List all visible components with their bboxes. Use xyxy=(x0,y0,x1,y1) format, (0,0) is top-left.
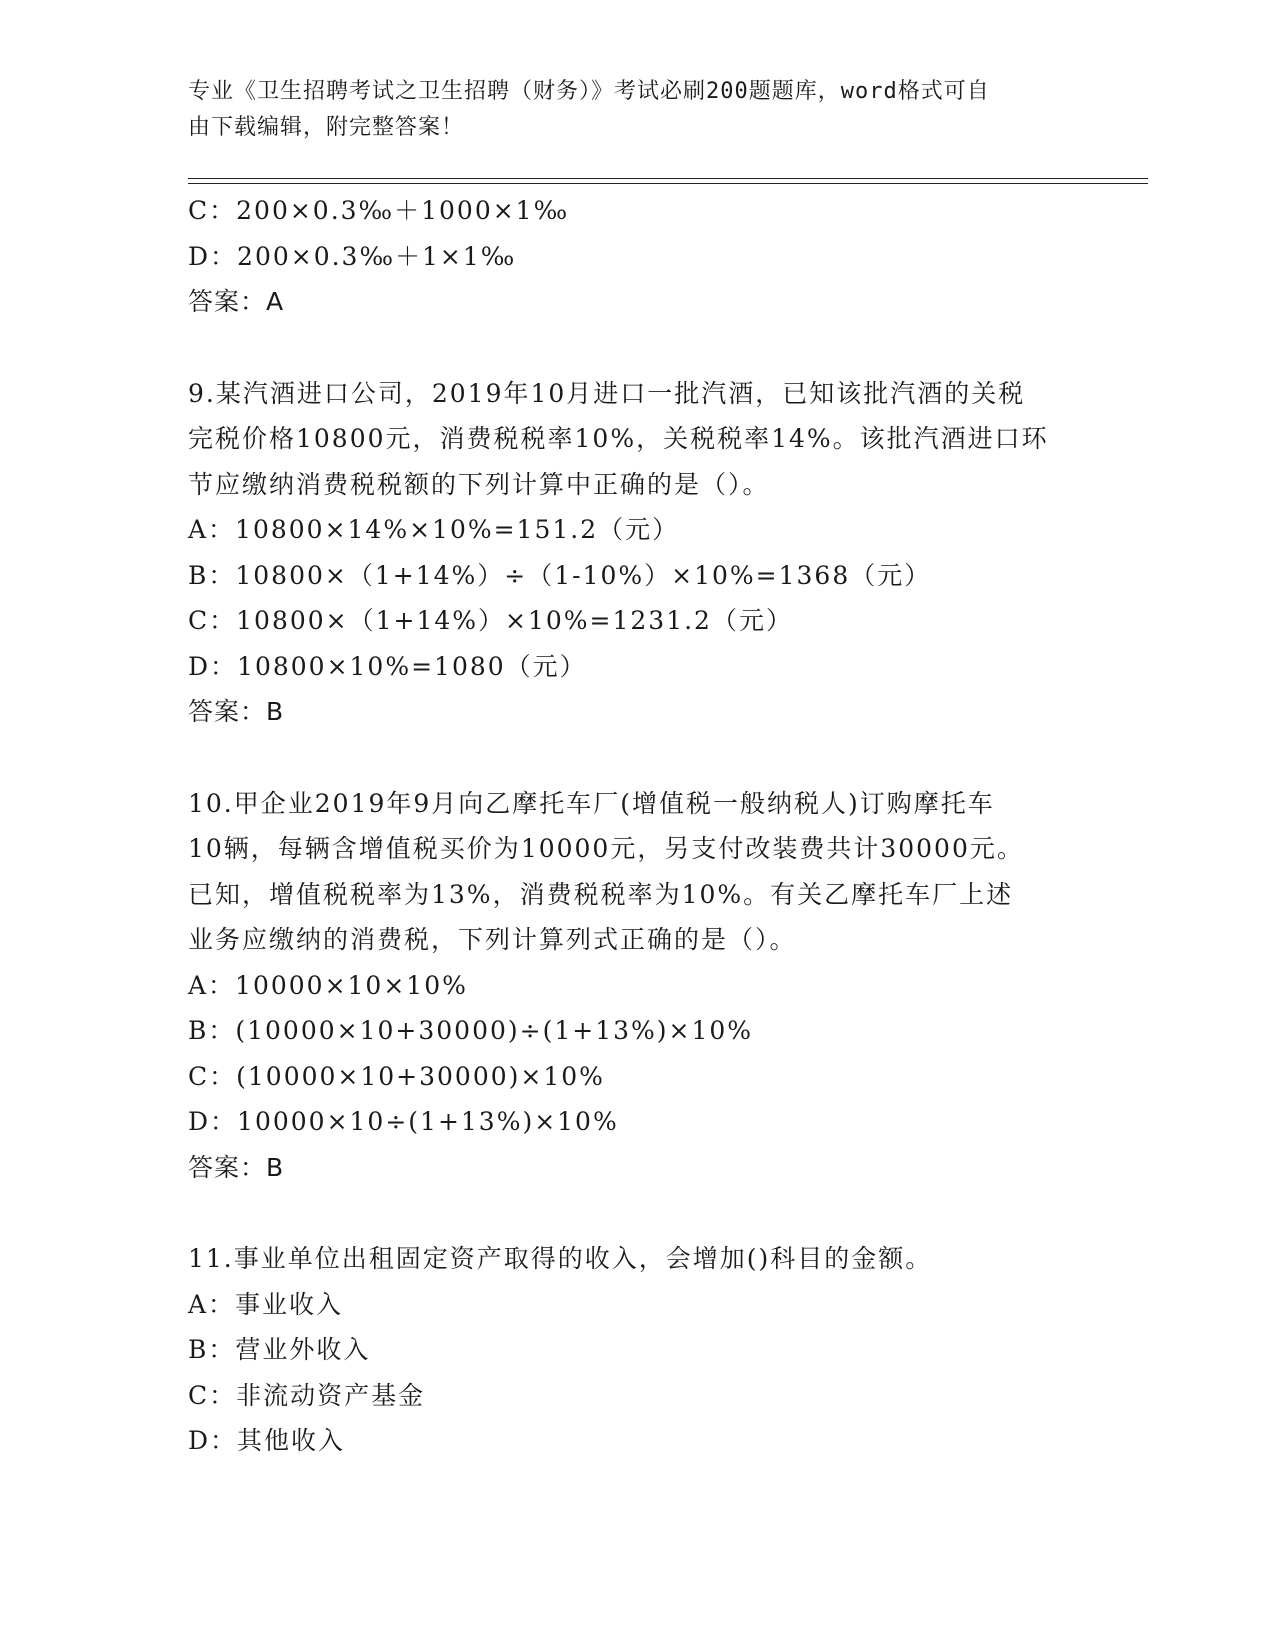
document-header xyxy=(188,74,1068,146)
header-divider-top xyxy=(188,178,1148,179)
header-divider-bottom xyxy=(188,183,1148,184)
q9-option-a: A：10800×14%×10%=151.2（元） xyxy=(188,515,680,544)
question-9 xyxy=(188,371,1068,735)
q10-option-b: B：(10000×10+30000)÷(1+13%)×10% xyxy=(188,1016,754,1045)
q9-stem-line-1: 9.某汽酒进口公司，2019年10月进口一批汽酒，已知该批汽酒的关税 xyxy=(188,378,1026,408)
spacer xyxy=(188,1190,1068,1236)
q9-option-b: B：10800×（1+14%）÷（1-10%）×10%=1368（元） xyxy=(188,560,932,590)
q9-stem-line-3: 节应缴纳消费税税额的下列计算中正确的是（）。 xyxy=(188,469,770,499)
question-11 xyxy=(188,1236,1068,1464)
q10-option-a: A：10000×10×10% xyxy=(188,970,468,1000)
spacer xyxy=(188,325,1068,371)
q9-answer: 答案：B xyxy=(188,697,285,726)
q11-stem-line-1: 11.事业单位出租固定资产取得的收入，会增加()科目的金额。 xyxy=(188,1244,933,1273)
q10-stem-line-4: 业务应缴纳的消费税，下列计算列式正确的是（）。 xyxy=(188,925,797,954)
q11-option-b: B：营业外收入 xyxy=(188,1335,371,1364)
q11-option-a: A：事业收入 xyxy=(188,1289,344,1319)
q9-option-c: C：10800×（1+14%）×10%=1231.2（元） xyxy=(188,606,793,635)
q10-stem-line-3: 已知，增值税税率为13%，消费税税率为10%。有关乙摩托车厂上述 xyxy=(188,879,1014,909)
q11-option-d: D：其他收入 xyxy=(188,1426,346,1455)
question-8 xyxy=(188,188,1068,325)
spacer xyxy=(188,735,1068,781)
header-line-1: 专业《卫生招聘考试之卫生招聘（财务）》考试必刷200题题库，word格式可自 xyxy=(188,79,990,104)
q8-answer: 答案：A xyxy=(188,287,285,316)
q9-option-d: D：10800×10%=1080（元） xyxy=(188,651,587,681)
q10-answer: 答案：B xyxy=(188,1152,285,1182)
q11-option-c: C：非流动资产基金 xyxy=(188,1380,426,1410)
q10-option-c: C：(10000×10+30000)×10% xyxy=(188,1061,605,1091)
q9-stem-line-2: 完税价格10800元，消费税税率10%，关税税率14%。该批汽酒进口环 xyxy=(188,424,1049,453)
q8-option-c: C：200×0.3‰＋1000×1‰ xyxy=(188,196,570,225)
header-line-2: 由下载编辑，附完整答案！ xyxy=(188,115,465,140)
question-10 xyxy=(188,781,1068,1191)
q8-option-d: D：200×0.3‰＋1×1‰ xyxy=(188,241,517,271)
document-body xyxy=(188,188,1068,1464)
q10-stem-line-2: 10辆，每辆含增值税买价为10000元，另支付改装费共计30000元。 xyxy=(188,834,1024,863)
q10-option-d: D：10000×10÷(1+13%)×10% xyxy=(188,1107,619,1136)
q10-stem-line-1: 10.甲企业2019年9月向乙摩托车厂(增值税一般纳税人)订购摩托车 xyxy=(188,788,995,818)
